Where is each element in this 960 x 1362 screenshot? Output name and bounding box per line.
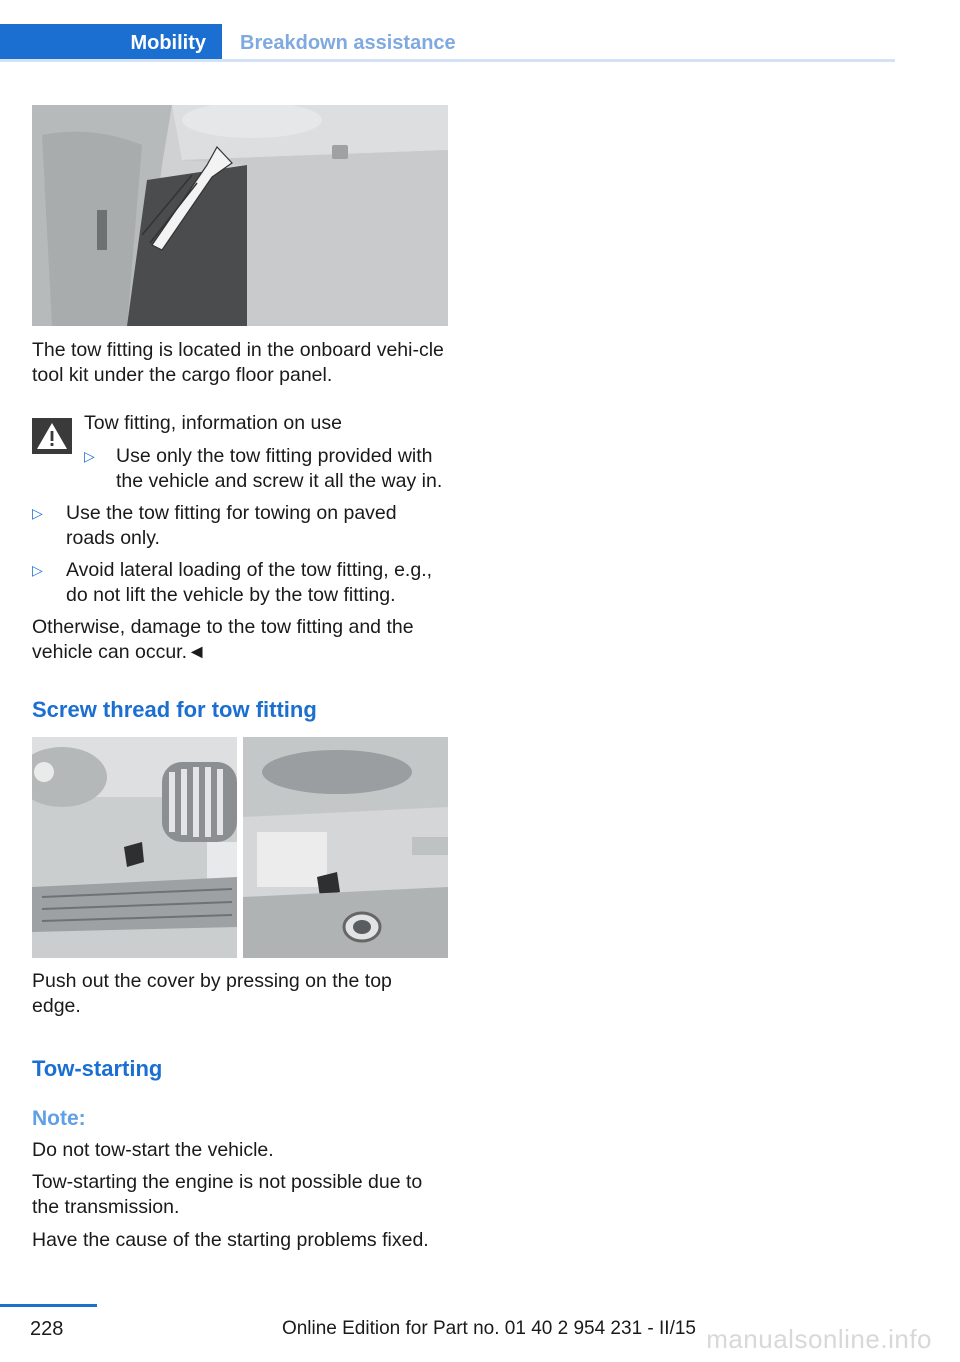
- bullet-triangle-icon: ▷: [32, 562, 43, 578]
- header-rule: [0, 59, 895, 62]
- section-tab-breakdown-assistance[interactable]: Breakdown assistance: [240, 32, 456, 54]
- tow-starting-paragraph-1: Do not tow-start the vehicle.: [32, 1139, 274, 1161]
- edition-info: Online Edition for Part no. 01 40 2 954 231 - II/15: [281, 1318, 696, 1339]
- warning-triangle-icon: [32, 418, 72, 454]
- page-header: [0, 24, 895, 62]
- note-label: Note:: [32, 1107, 86, 1130]
- page-number: 228: [30, 1318, 64, 1340]
- screw-thread-instruction: Push out the cover by pressing on the top edge.: [32, 970, 392, 1017]
- cargo-floor-illustration: [32, 105, 448, 326]
- tow-starting-paragraph-3: Have the cause of the starting problems fixed.: [32, 1229, 429, 1251]
- footer-rule: [0, 1304, 97, 1307]
- warning-closing: Otherwise, damage to the tow fitting and the vehicle can occur.◄: [32, 616, 414, 663]
- intro-paragraph: The tow fitting is located in the onboard vehi-cle tool kit under the cargo floor panel.: [32, 339, 444, 386]
- watermark: manualsonline.info: [706, 1324, 932, 1354]
- warning-bullet-3: ▷ Avoid lateral loading of the tow fitting, e.g., do not lift the vehicle by the tow fitting.: [32, 559, 433, 606]
- tow-starting-paragraph-2: Tow-starting the engine is not possible due to the transmission.: [32, 1171, 423, 1218]
- screw-thread-heading: Screw thread for tow fitting: [32, 697, 317, 722]
- bullet-triangle-icon: ▷: [84, 448, 95, 464]
- screw-thread-illustration: [32, 737, 448, 958]
- tow-starting-heading: Tow-starting: [32, 1056, 163, 1081]
- bullet-triangle-icon: ▷: [32, 505, 43, 521]
- warning-bullet-2: ▷ Use the tow fitting for towing on paved roads only.: [32, 502, 397, 549]
- warning-bullet-1: ▷ Use only the tow fitting provided with the vehicle and screw it all the way in.: [84, 445, 443, 492]
- section-tab-mobility[interactable]: Mobility: [0, 24, 222, 62]
